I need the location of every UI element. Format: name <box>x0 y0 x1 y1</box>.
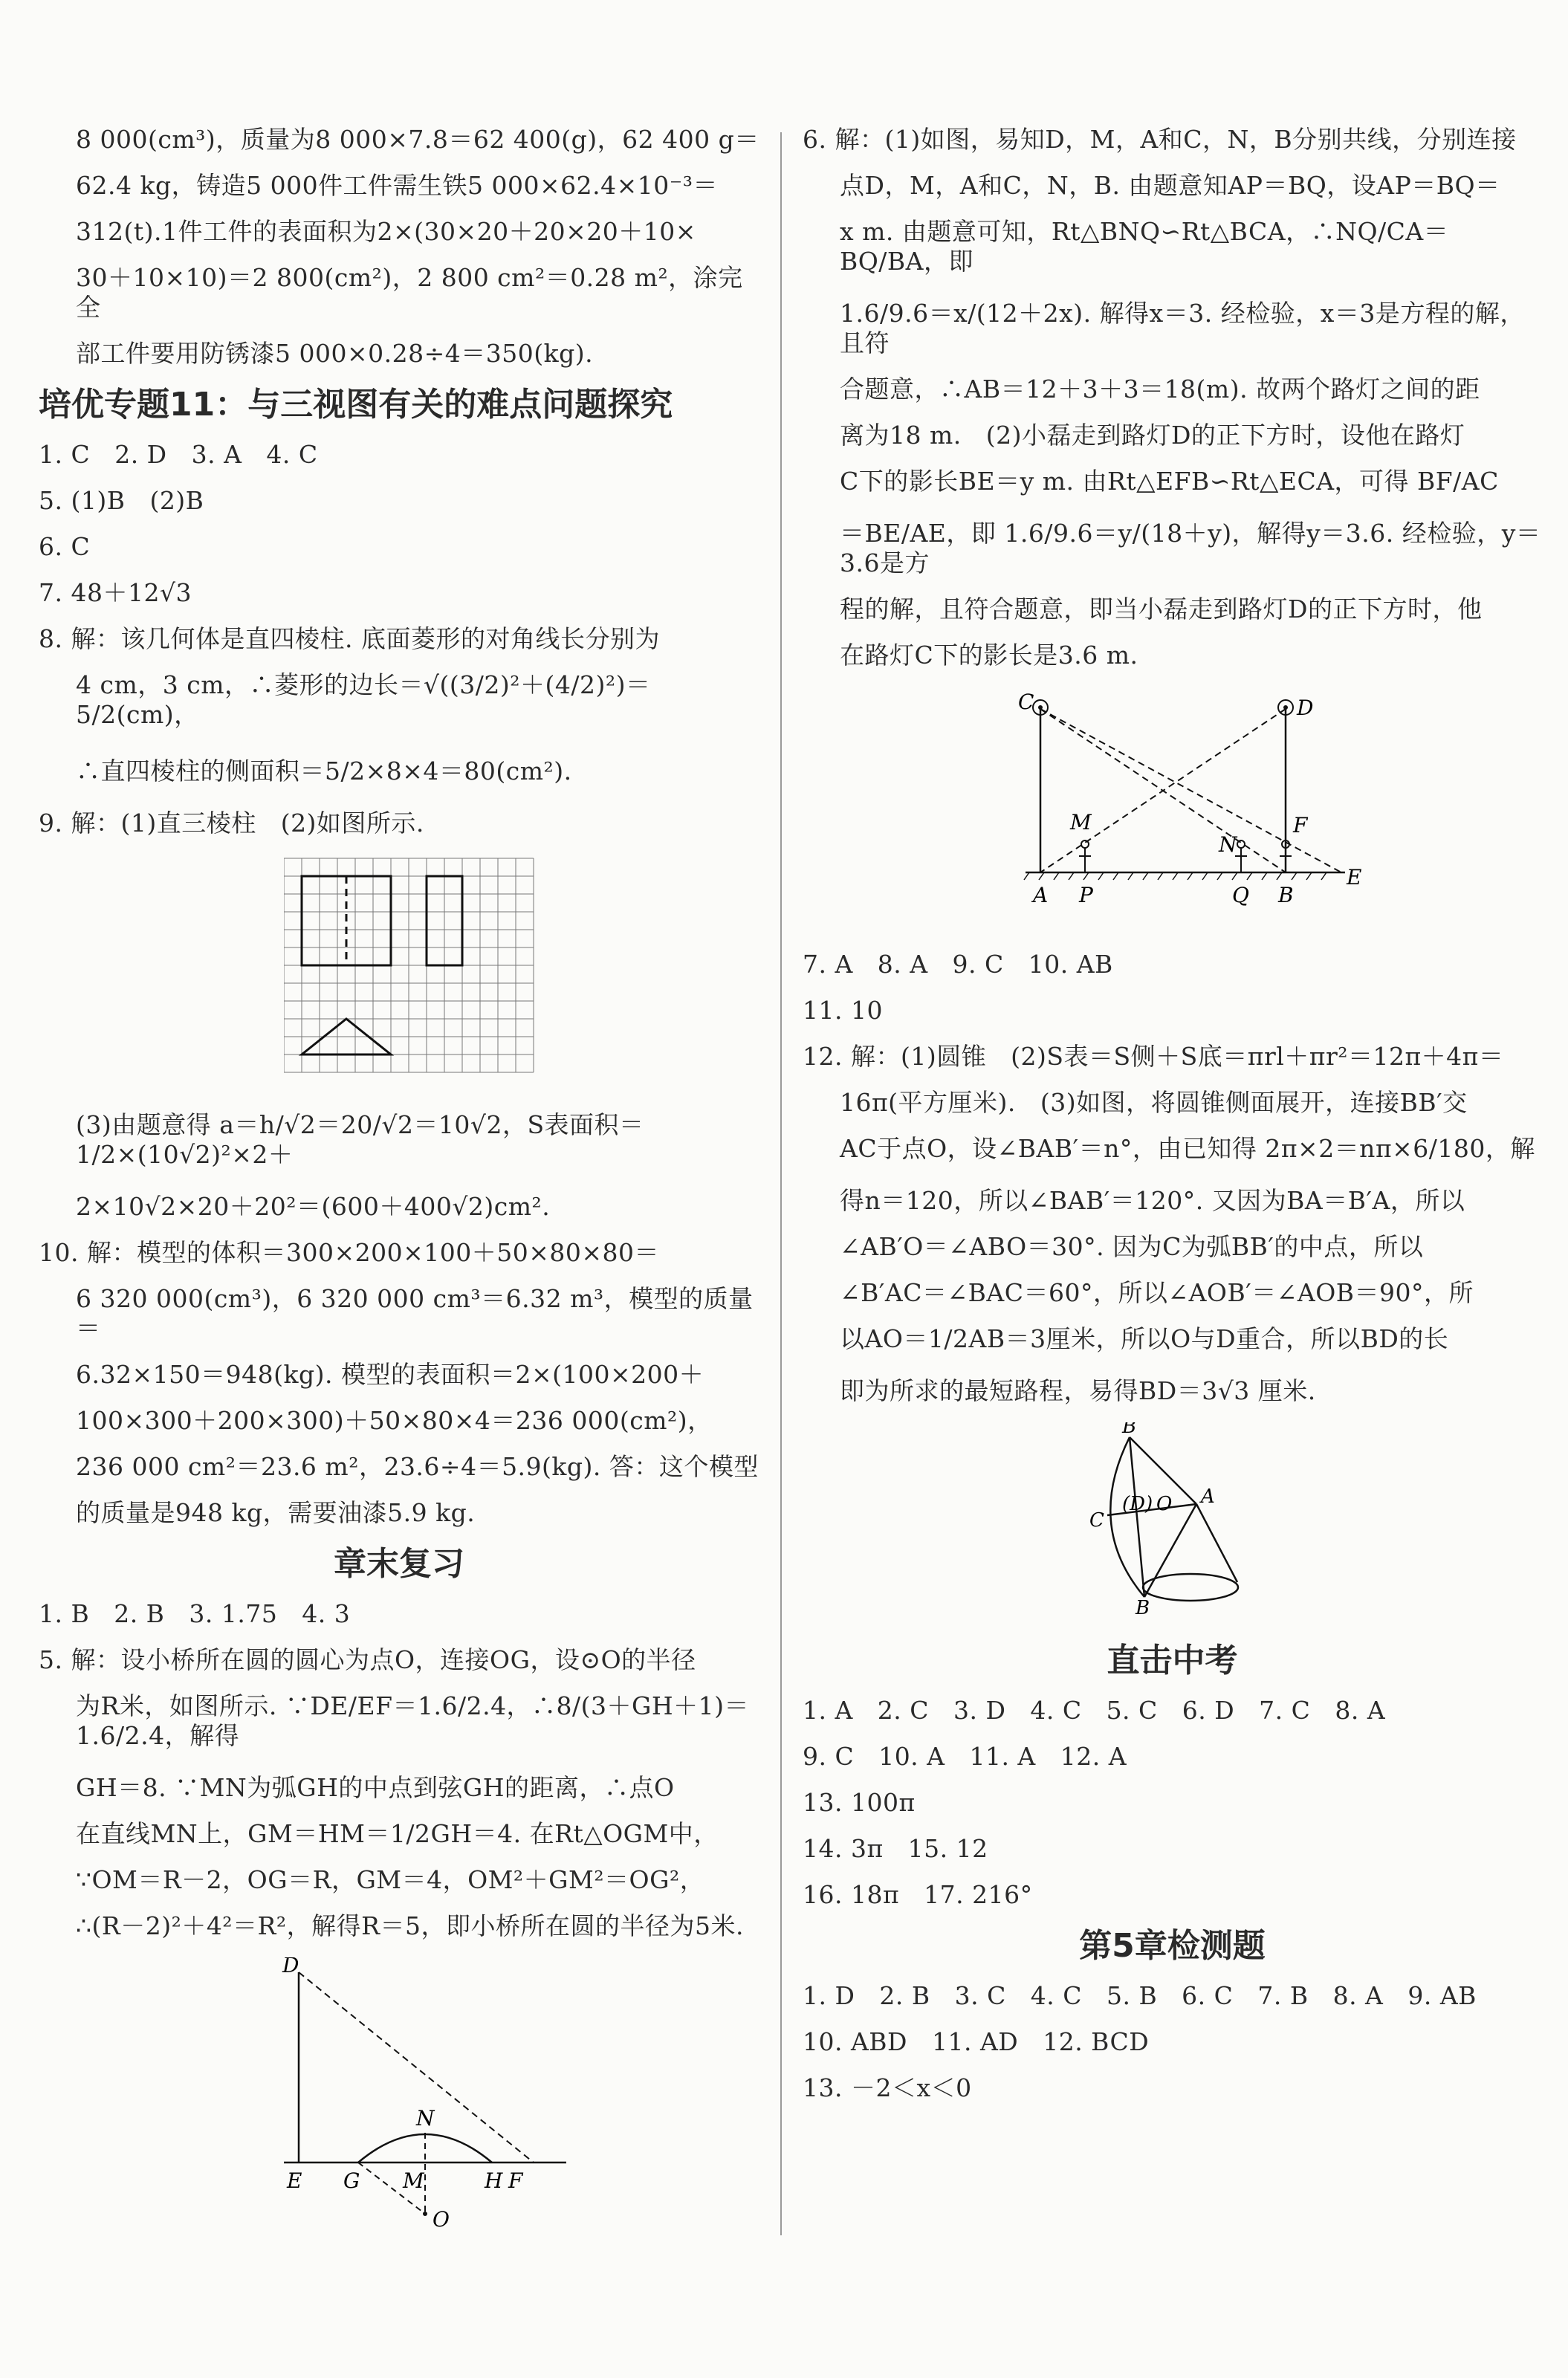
q8-line: ∴直四棱柱的侧面积＝5/2×8×4＝80(cm²). <box>76 757 572 785</box>
q12-line: 得n＝120，所以∠BAB′＝120°. 又因为BA＝B′A，所以 <box>840 1186 1465 1215</box>
answer-line: 13. 100π <box>803 1788 916 1817</box>
section-title-zhiji: 直击中考 <box>1107 1642 1238 1679</box>
q8-line: 4 cm，3 cm，∴菱形的边长＝√((3/2)²＋(4/2)²)＝5/2(cm)， <box>76 670 651 729</box>
q10-line: 6 320 000(cm³)，6 320 000 cm³＝6.32 m³，模型的质量＝ <box>76 1284 754 1343</box>
label-N: N <box>416 2106 435 2131</box>
q-continuation <box>39 125 759 369</box>
label-B: B <box>1135 1597 1150 1616</box>
street-lamp-figure <box>996 687 1542 932</box>
label-A: A <box>1201 1486 1215 1508</box>
label-D: (D) <box>1122 1493 1153 1515</box>
label-P: P <box>1079 883 1093 907</box>
q6-line: ＝BE/AE，即 1.6/9.6＝y/(18＋y)，解得y＝3.6. 经检验，y＝3.6是方 <box>840 519 1541 577</box>
q5-line: GH＝8. ∵MN为弧GH的中点到弦GH的距离，∴点O <box>76 1773 675 1802</box>
q6-line: 离为18 m. (2)小磊走到路灯D的正下方时，设他在路灯 <box>840 421 1465 450</box>
label-F: F <box>508 2168 523 2193</box>
q6-line: 6. 解：(1)如图，易知D，M，A和C，N，B分别共线，分别连接 <box>803 125 1517 154</box>
bridge-figure <box>269 1957 759 2240</box>
q6-line: x m. 由题意可知，Rt△BNQ∽Rt△BCA，∴NQ/CA＝BQ/BA，即 <box>840 217 1449 276</box>
q10-line: 6.32×150＝948(kg). 模型的表面积＝2×(100×200＋ <box>76 1360 704 1389</box>
answer-line: 7. A 8. A 9. C 10. AB <box>803 950 1113 979</box>
q6-line: 合题意，∴AB＝12＋3＋3＝18(m). 故两个路灯之间的距 <box>840 375 1480 404</box>
q6-line: 程的解，且符合题意，即当小磊走到路灯D的正下方时，他 <box>840 594 1483 623</box>
q12-line: 即为所求的最短路程，易得BD＝3√3 厘米. <box>840 1376 1316 1405</box>
section-title-ch5-test: 第5章检测题 <box>1079 1927 1266 1965</box>
answer-line: 1. B 2. B 3. 1.75 4. 3 <box>39 1599 351 1628</box>
q10-line: 236 000 cm²＝23.6 m²，23.6÷4＝5.9(kg). 答：这个模型 <box>76 1452 759 1481</box>
three-view-grid-figure <box>284 855 759 1092</box>
label-D: D <box>282 1957 299 1977</box>
cone-figure <box>1078 1422 1542 1623</box>
text-line: 8 000(cm³)，质量为8 000×7.8＝62 400(g)，62 400 g＝ <box>76 125 759 154</box>
q12-line: 16π(平方厘米). (3)如图，将圆锥侧面展开，连接BB′交 <box>840 1088 1468 1117</box>
answer-line: 5. (1)B (2)B <box>39 486 204 515</box>
bridge-svg <box>269 1957 581 2232</box>
cone-svg <box>1078 1422 1271 1616</box>
answer-line: 16. 18π 17. 216° <box>803 1880 1033 1909</box>
q12-line: ∠AB′O＝∠ABO＝30°. 因为C为弧BB′的中点，所以 <box>840 1232 1424 1261</box>
label-H: H <box>485 2168 503 2193</box>
text-line: 部工件要用防锈漆5 000×0.28÷4＝350(kg). <box>76 339 594 368</box>
q12-line: AC于点O，设∠BAB′＝n°，由已知得 2π×2＝nπ×6/180，解 <box>840 1134 1535 1163</box>
right-column <box>803 125 1542 2119</box>
q6-line: 点D，M，A和C，N，B. 由题意知AP＝BQ，设AP＝BQ＝ <box>840 171 1500 200</box>
q8-line: 8. 解：该几何体是直四棱柱. 底面菱形的对角线长分别为 <box>39 624 660 653</box>
label-E: E <box>287 2168 302 2193</box>
label-O: O <box>433 2207 450 2232</box>
q5-line: 在直线MN上，GM＝HM＝1/2GH＝4. 在Rt△OGM中， <box>76 1819 719 1848</box>
answer-line: 1. A 2. C 3. D 4. C 5. C 6. D 7. C 8. A <box>803 1696 1386 1725</box>
label-C: C <box>1089 1509 1104 1532</box>
label-O: O <box>1156 1493 1173 1515</box>
label-F: F <box>1293 813 1308 838</box>
q9-line: 9. 解：(1)直三棱柱 (2)如图所示. <box>39 809 424 838</box>
q12-line: 12. 解：(1)圆锥 (2)S表＝S侧＋S底＝πrl＋πr²＝12π＋4π＝ <box>803 1042 1504 1071</box>
q9-line: 2×10√2×20＋20²＝(600＋400√2)cm². <box>76 1192 551 1221</box>
q5-line: ∵OM＝R－2，OG＝R，GM＝4，OM²＋GM²＝OG²， <box>76 1865 705 1894</box>
q12-line: 以AO＝1/2AB＝3厘米，所以O与D重合，所以BD的长 <box>840 1324 1449 1353</box>
q6-line: 1.6/9.6＝x/(12＋2x). 解得x＝3. 经检验，x＝3是方程的解，且符 <box>840 299 1525 357</box>
left-column <box>39 125 759 2258</box>
q10-line: 10. 解：模型的体积＝300×200×100＋50×80×80＝ <box>39 1238 660 1267</box>
label-E: E <box>1347 865 1362 890</box>
q10-line: 100×300＋200×300)＋50×80×4＝236 000(cm²)， <box>76 1406 713 1435</box>
label-Q: Q <box>1232 883 1249 907</box>
label-G: G <box>343 2168 360 2193</box>
q9-line: (3)由题意得 a＝h/√2＝20/√2＝10√2，S表面积＝1/2×(10√2)²×2＋ <box>76 1110 644 1169</box>
answer-line: 1. C 2. D 3. A 4. C <box>39 440 318 469</box>
q5-line: 5. 解：设小桥所在圆的圆心为点O，连接OG，设⊙O的半径 <box>39 1645 696 1674</box>
label-M: M <box>403 2168 424 2193</box>
answer-line: 13. －2＜x＜0 <box>803 2073 972 2102</box>
text-line: 62.4 kg，铸造5 000件工件需生铁5 000×62.4×10⁻³＝ <box>76 171 718 200</box>
q5-line: ∴(R－2)²＋4²＝R²，解得R＝5，即小桥所在圆的半径为5米. <box>76 1911 744 1940</box>
answer-line: 14. 3π 15. 12 <box>803 1834 988 1863</box>
text-line: 312(t).1件工件的表面积为2×(30×20＋20×20＋10× <box>76 217 696 246</box>
answer-line: 1. D 2. B 3. C 4. C 5. B 6. C 7. B 8. A 9. AB <box>803 1981 1477 2010</box>
answer-line: 6. C <box>39 532 91 561</box>
q10-line: 的质量是948 kg，需要油漆5.9 kg. <box>76 1498 476 1527</box>
q12-line: ∠B′AC＝∠BAC＝60°，所以∠AOB′＝∠AOB＝90°，所 <box>840 1278 1474 1307</box>
section-title-review: 章末复习 <box>334 1545 464 1583</box>
column-divider <box>780 132 782 2235</box>
grid-svg <box>284 855 537 1085</box>
text-line: 30＋10×10)＝2 800(cm²)，2 800 cm²＝0.28 m²，涂完全 <box>76 263 743 322</box>
answer-line: 11. 10 <box>803 996 883 1025</box>
answer-line: 7. 48＋12√3 <box>39 578 192 607</box>
lamp-svg <box>996 687 1382 924</box>
answer-line: 10. ABD 11. AD 12. BCD <box>803 2027 1150 2056</box>
q5-line: 为R米，如图所示. ∵DE/EF＝1.6/2.4，∴8/(3＋GH＋1)＝1.6/2.4，解得 <box>76 1691 750 1750</box>
answer-line: 9. C 10. A 11. A 12. A <box>803 1742 1127 1771</box>
q6-line: C下的影长BE＝y m. 由Rt△EFB∽Rt△ECA，可得 BF/AC <box>840 467 1499 496</box>
label-N: N <box>1219 832 1237 857</box>
label-Bprime: B′ <box>1122 1422 1141 1438</box>
q6-line: 在路灯C下的影长是3.6 m. <box>840 641 1138 670</box>
label-B: B <box>1278 883 1294 907</box>
section-title-peiyou: 培优专题11：与三视图有关的难点问题探究 <box>39 386 673 424</box>
label-M: M <box>1070 810 1092 835</box>
label-C: C <box>1018 690 1034 714</box>
label-A: A <box>1033 883 1049 907</box>
label-D: D <box>1297 696 1314 720</box>
